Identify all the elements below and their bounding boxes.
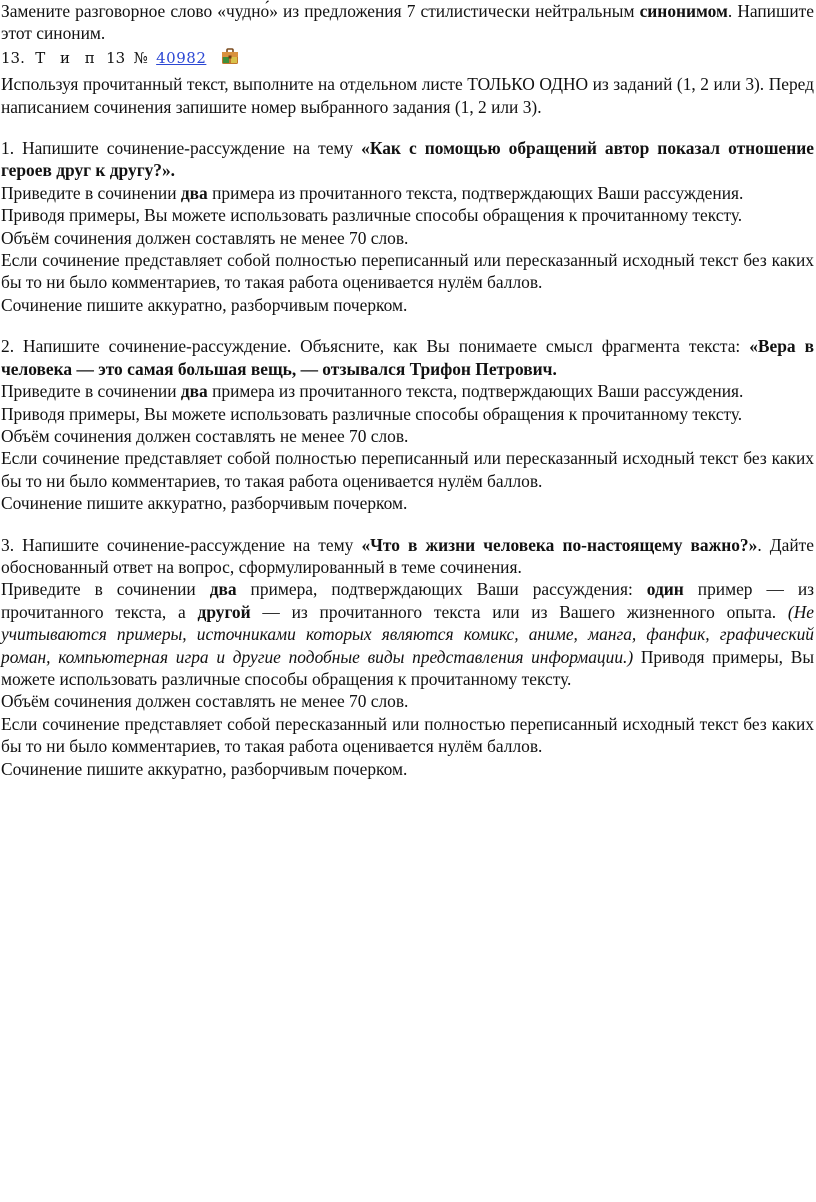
document-page [1, 0, 814, 780]
option2-examples: Приведите в сочинении два примера из прочитанного текста, подтверждающих Ваши рассуждения. [1, 381, 744, 402]
task-number: 13. [1, 48, 25, 67]
option3-topic: «Что в жизни человека по-настоящему важно?» [361, 534, 758, 555]
briefcase-icon[interactable] [221, 48, 239, 70]
option1-task: 1. Напишите сочинение-рассуждение на тему «Как с помощью обращений автор показал отношение героев друг к другу?». [1, 138, 814, 181]
task-id-link[interactable]: 40982 [156, 48, 207, 67]
instructions: Используя прочитанный текст, выполните на отдельном листе ТОЛЬКО ОДНО из заданий (1, 2 или 3). Перед написанием сочинения запишите номер выбранного задания (1, 2 или 3). [1, 74, 814, 117]
option1-examples: Приведите в сочинении два примера из прочитанного текста, подтверждающих Ваши рассуждения. [1, 182, 744, 203]
option2-neat: Сочинение пишите аккуратно, разборчивым почерком. [1, 493, 408, 514]
option2-methods: Приводя примеры, Вы можете использовать различные способы обращения к прочитанному тексту. [1, 403, 743, 424]
task-type-label: Т и п [35, 48, 100, 67]
option2-zero-score: Если сочинение представляет собой полностью переписанный или пересказанный исходный текст без каких бы то ни было комментариев, то такая работа оценивается нулём баллов. [1, 448, 814, 491]
synonym-word: синонимом [639, 1, 728, 21]
option1-neat: Сочинение пишите аккуратно, разборчивым почерком. [1, 294, 408, 315]
number-sign: № [133, 48, 148, 67]
option3-exclusions: (Не учитываются примеры, источниками которых являются комикс, аниме, манга, фанфик, графический роман, компьютерная игра и другие подобные виды представления информации.) [1, 601, 814, 667]
option1-zero-score: Если сочинение представляет собой полностью переписанный или пересказанный исходный текст без каких бы то ни было комментариев, то такая работа оценивается нулём баллов. [1, 250, 814, 293]
option3-examples: Приведите в сочинении два примера, подтверждающих Ваши рассуждения: один пример — из прочитанного текста, а другой — из прочитанного текста или из Вашего жизненного опыта. (Не учитываются примеры, источниками которых являются комикс, аниме, манга, фанфик, графический роман, компьютерная игра и другие подобные виды представления информации.) Приводя примеры, Вы можете использовать различные способы обращения к прочитанному тексту. [1, 579, 814, 689]
option1-topic: «Как с помощью обращений автор показал отношение героев друг к другу?». [1, 138, 814, 181]
task-header [1, 46, 814, 70]
task-type-value: 13 [106, 48, 126, 67]
option3-neat: Сочинение пишите аккуратно, разборчивым почерком. [1, 758, 408, 779]
option1-methods: Приводя примеры, Вы можете использовать различные способы обращения к прочитанному тексту. [1, 205, 743, 226]
option3-task: 3. Напишите сочинение-рассуждение на тему «Что в жизни человека по-настоящему важно?». Дайте обоснованный ответ на вопрос, сформулированный в теме сочинения. [1, 534, 814, 577]
option2-quote: «Вера в человека — это самая большая вещь, — отзывался Трифон Петрович. [1, 336, 814, 379]
option3-zero-score: Если сочинение представляет собой пересказанный или полностью переписанный исходный текст без каких бы то ни было комментариев, то такая работа оценивается нулём баллов. [1, 713, 814, 757]
option2-task: 2. Напишите сочинение-рассуждение. Объясните, как Вы понимаете смысл фрагмента текста: «Вера в человека — это самая большая вещь, — отзывался Трифон Петрович. [1, 336, 814, 379]
task13-question: Замените разговорное слово «чудно́» из предложения 7 стилистически нейтральным синонимом. Напишите этот синоним. [1, 1, 814, 44]
option2-volume: Объём сочинения должен составлять не менее 70 слов. [1, 425, 409, 446]
option1-volume: Объём сочинения должен составлять не менее 70 слов. [1, 227, 409, 248]
option3-volume: Объём сочинения должен составлять не менее 70 слов. [1, 691, 409, 712]
